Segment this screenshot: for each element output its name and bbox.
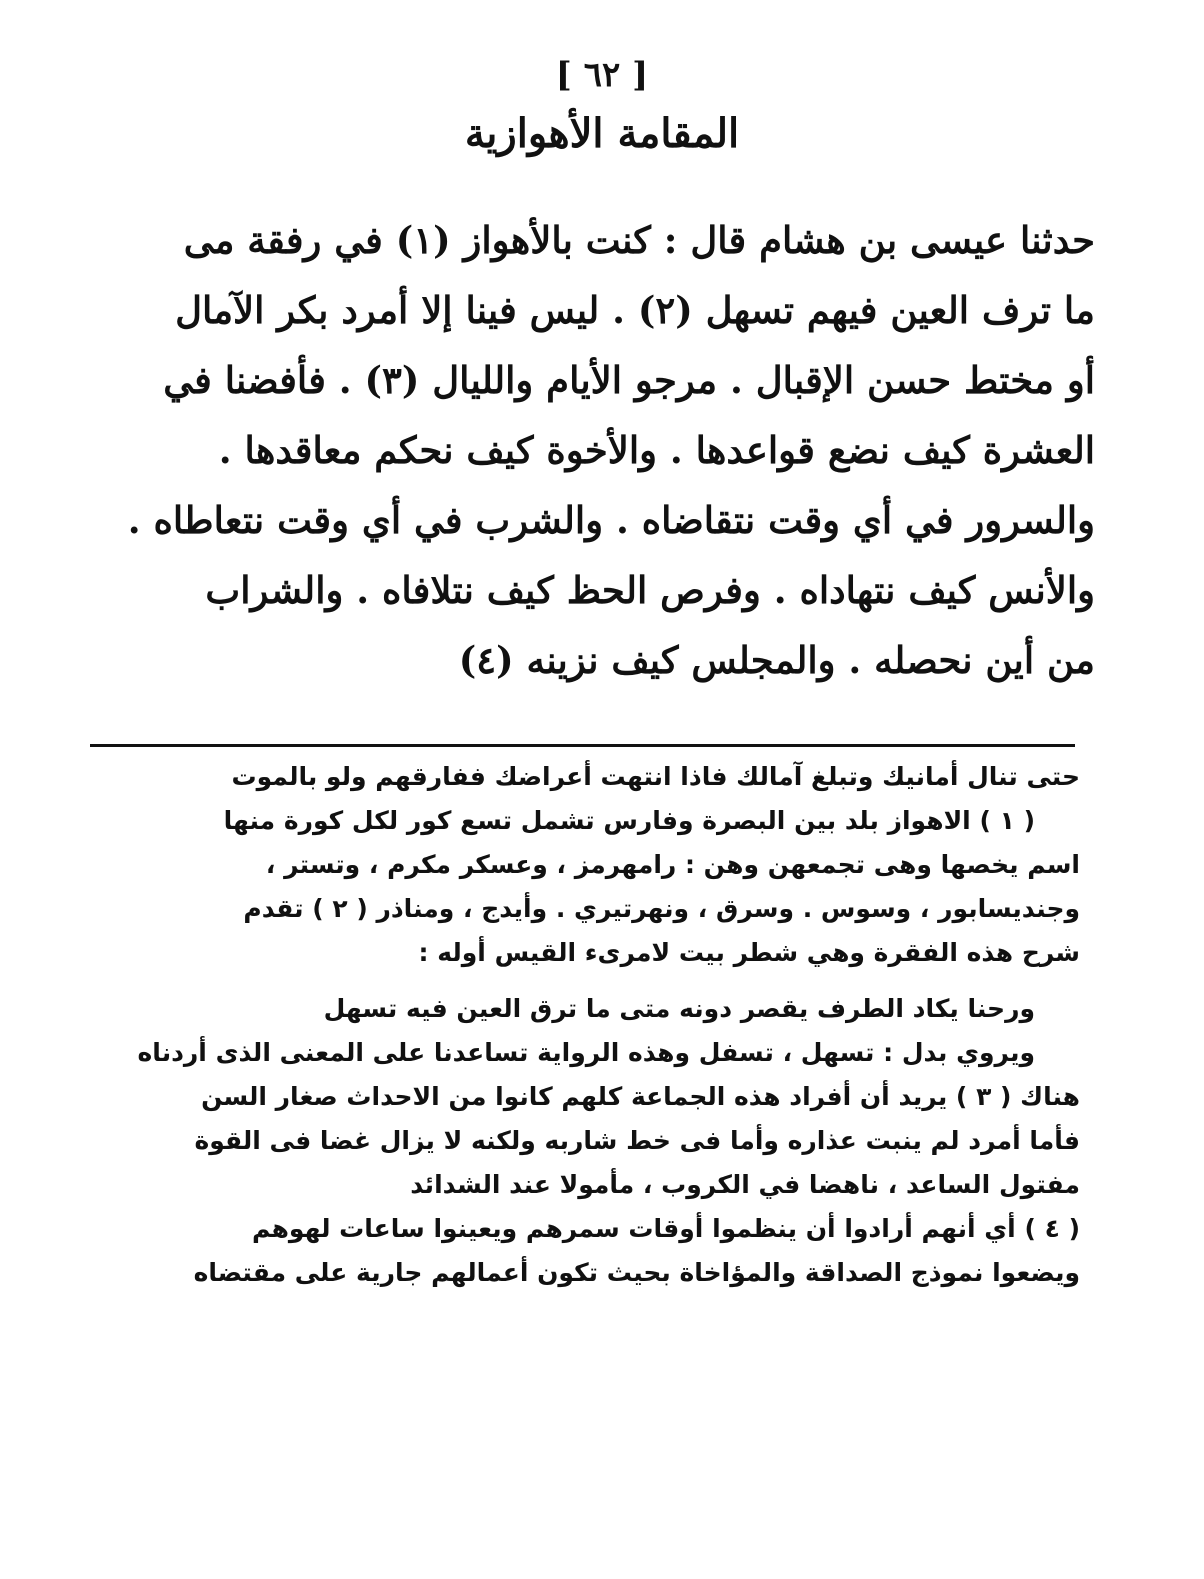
footnote-line: شرح هذه الفقرة وهي شطر بيت لامرىء القيس أوله :	[418, 938, 1080, 967]
main-text-line: أو مختط حسن الإقبال . مرجو الأيام والليال (٣) . فأفضنا في	[163, 358, 1095, 402]
footnote-line: وجنديسابور ، وسوس . وسرق ، ونهرتيري . وأيدج ، ومناذر ( ٢ ) تقدم	[243, 894, 1080, 923]
footnote-line: هناك ( ٣ ) يريد أن أفراد هذه الجماعة كلهم كانوا من الاحداث صغار السن	[201, 1082, 1080, 1111]
footnote-line: اسم يخصها وهى تجمعهن وهن : رامهرمز ، وعسكر مكرم ، وتستر ،	[265, 850, 1080, 879]
footnote-line: ( ٤ ) أي أنهم أرادوا أن ينظموا أوقات سمرهم ويعينوا ساعات لهوهم	[251, 1214, 1080, 1243]
footnotes-block	[90, 755, 1080, 1295]
footnote-line: مفتول الساعد ، ناهضا في الكروب ، مأمولا عند الشدائد	[410, 1170, 1080, 1199]
page-number: [ ٦٢ ]	[555, 55, 649, 95]
maqama-title: المقامة الأهوازية	[464, 110, 740, 157]
footnote-verse: ورحنا يكاد الطرف يقصر دونه متى ما ترق العين فيه تسهل	[323, 994, 1035, 1023]
footnote-line: فأما أمرد لم ينبت عذاره وأما فى خط شاربه ولكنه لا يزال غضا فى القوة	[194, 1126, 1080, 1155]
main-text-line: من أين نحصله . والمجلس كيف نزينه (٤)	[458, 638, 1095, 682]
main-text-line: حدثنا عيسى بن هشام قال : كنت بالأهواز (١) في رفقة مى	[183, 218, 1095, 262]
main-text-line: والأنس كيف نتهاداه . وفرص الحظ كيف نتلافاه . والشراب	[205, 568, 1095, 612]
main-text-line: والسرور في أي وقت نتقاضاه . والشرب في أي وقت نتعاطاه .	[127, 498, 1095, 542]
main-text-block	[90, 205, 1095, 695]
footnote-line: ويروي بدل : تسهل ، تسفل وهذه الرواية تساعدنا على المعنى الذى أردناه	[137, 1038, 1035, 1067]
footnote-line: ( ١ ) الاهواز بلد بين البصرة وفارس تشمل تسع كور لكل كورة منها	[223, 806, 1035, 835]
footnote-divider	[90, 744, 1075, 747]
main-text-line: ما ترف العين فيهم تسهل (٢) . ليس فينا إلا أمرد بكر الآمال	[175, 288, 1095, 332]
footnote-line: حتى تنال أمانيك وتبلغ آمالك فاذا انتهت أعراضك ففارقهم ولو بالموت	[231, 762, 1080, 791]
main-text-line: العشرة كيف نضع قواعدها . والأخوة كيف نحكم معاقدها .	[218, 428, 1095, 472]
footnote-line: ويضعوا نموذج الصداقة والمؤاخاة بحيث تكون أعمالهم جارية على مقتضاه	[193, 1258, 1080, 1287]
